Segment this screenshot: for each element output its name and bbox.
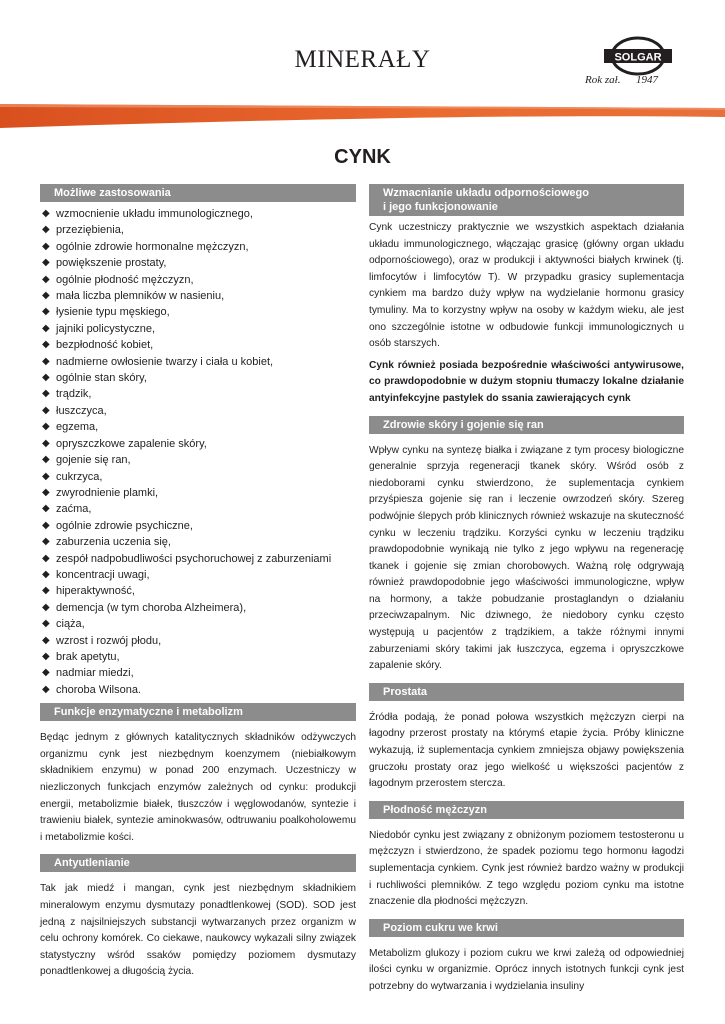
left-column bbox=[40, 184, 356, 981]
diamond-bullet-icon: ◆ bbox=[42, 437, 50, 449]
list-item: ◆ powiększenie prostaty, bbox=[40, 255, 356, 271]
diamond-bullet-icon: ◆ bbox=[42, 552, 50, 564]
page-header-title: MINERAŁY bbox=[294, 46, 431, 73]
list-item: ◆ bezpłodność kobiet, bbox=[40, 337, 356, 353]
immunity-bold-text: Cynk również posiada bezpośrednie właściwości antywirusowe, co prawdopodobnie w dużym stopniu tłumaczy lokalne działanie antyinfekcyjne pastylek do ssania zawierających cynk bbox=[369, 359, 684, 404]
solgar-logo bbox=[580, 34, 720, 94]
antioxidant-heading: Antyutlenianie bbox=[40, 854, 356, 872]
diamond-bullet-icon: ◆ bbox=[42, 618, 50, 630]
diamond-bullet-icon: ◆ bbox=[42, 404, 50, 416]
list-item: ◆ ciąża, bbox=[40, 616, 356, 632]
right-column bbox=[369, 184, 684, 996]
list-item: ◆ ogólnie zdrowie psychiczne, bbox=[40, 518, 356, 534]
diamond-bullet-icon: ◆ bbox=[42, 322, 50, 334]
antioxidant-text: Tak jak miedź i mangan, cynk jest niezbędnym składnikiem mineralowym enzymu dysmutazy ponadtlenkowej (SOD). SOD jest jedną z najsilniejszych substancji wytwarzanych przez organizm w celu ochrony komórek. Co ciekawe, naukowcy wykazali silny związek statystyczny wśród ssaków pomiędzy poziomem dysmutazy ponadtlenkowej a długością życia. bbox=[40, 883, 356, 978]
diamond-bullet-icon: ◆ bbox=[42, 601, 50, 613]
list-item: ◆ wzrost i rozwój płodu, bbox=[40, 633, 356, 649]
diamond-bullet-icon: ◆ bbox=[42, 290, 50, 302]
list-item: ◆ gojenie się ran, bbox=[40, 452, 356, 468]
diamond-bullet-icon: ◆ bbox=[42, 568, 50, 580]
diamond-bullet-icon: ◆ bbox=[42, 470, 50, 482]
immunity-heading bbox=[369, 184, 684, 216]
diamond-bullet-icon: ◆ bbox=[42, 585, 50, 597]
uses-heading: Możliwe zastosowania bbox=[40, 184, 356, 202]
logo-est-label: Rok zał. bbox=[585, 74, 621, 86]
list-item: ◆ koncentracji uwagi, bbox=[40, 567, 356, 583]
list-item: ◆ zaburzenia uczenia się, bbox=[40, 534, 356, 550]
header-band bbox=[0, 98, 725, 128]
fertility-text: Niedobór cynku jest związany z obniżonym poziomem testosteronu u mężczyzn i stwierdzono, że spadek poziomu tego hormonu łagodzi suplementacja cynkiem. Cynk jest również bardzo ważny w produkcji i ruchliwości plemników. Z tego względu poziom cynku ma istotne znaczenie dla płodności mężczyzn. bbox=[369, 829, 684, 908]
list-item: ◆ łuszczyca, bbox=[40, 403, 356, 419]
enzymes-text: Będąc jednym z głównych katalitycznych składników odżywczych organizmu cynk jest niezbędnym koenzymem (niebiałkowym składnikiem enzymu) w ponad 200 enzymach. Uczestniczy w niezliczonych funkcjach enzymów zależnych od cynku: produkcji energii, metabolizmie białek, tłuszczów i węglowodanów, syntezie i trawieniu białek, syntezie aminokwasów, odtruwaniu poalkoholowemu i metabolizmie kości. bbox=[40, 732, 356, 843]
diamond-bullet-icon: ◆ bbox=[42, 421, 50, 433]
diamond-bullet-icon: ◆ bbox=[42, 486, 50, 498]
immunity-heading-line1: Wzmacnianie układu odpornościowego bbox=[383, 187, 589, 199]
diamond-bullet-icon: ◆ bbox=[42, 240, 50, 252]
diamond-bullet-icon: ◆ bbox=[42, 519, 50, 531]
diamond-bullet-icon: ◆ bbox=[42, 339, 50, 351]
list-item: ◆ nadmierne owłosienie twarzy i ciała u kobiet, bbox=[40, 354, 356, 370]
list-item: ◆ egzema, bbox=[40, 419, 356, 435]
diamond-bullet-icon: ◆ bbox=[42, 372, 50, 384]
list-item: ◆ nadmiar miedzi, bbox=[40, 665, 356, 681]
list-item: ◆ zwyrodnienie plamki, bbox=[40, 485, 356, 501]
blood-sugar-heading: Poziom cukru we krwi bbox=[369, 919, 684, 937]
prostate-heading: Prostata bbox=[369, 683, 684, 701]
list-item: ◆ mała liczba plemników w nasieniu, bbox=[40, 288, 356, 304]
list-item: ◆ trądzik, bbox=[40, 386, 356, 402]
diamond-bullet-icon: ◆ bbox=[42, 667, 50, 679]
list-item: ◆ wzmocnienie układu immunologicznego, bbox=[40, 206, 356, 222]
diamond-bullet-icon: ◆ bbox=[42, 388, 50, 400]
diamond-bullet-icon: ◆ bbox=[42, 634, 50, 646]
diamond-bullet-icon: ◆ bbox=[42, 454, 50, 466]
list-item: ◆ cukrzyca, bbox=[40, 469, 356, 485]
diamond-bullet-icon: ◆ bbox=[42, 224, 50, 236]
logo-est-year: 1947 bbox=[636, 74, 658, 86]
solgar-seal-icon bbox=[580, 34, 720, 78]
list-item: ◆ łysienie typu męskiego, bbox=[40, 304, 356, 320]
list-item: ◆ zespół nadpobudliwości psychoruchowej z zaburzeniami bbox=[40, 551, 356, 567]
list-item: ◆ zaćma, bbox=[40, 501, 356, 517]
page-title: CYNK bbox=[334, 146, 391, 168]
diamond-bullet-icon: ◆ bbox=[42, 650, 50, 662]
uses-list bbox=[40, 206, 356, 698]
list-item: ◆ jajniki policystyczne, bbox=[40, 321, 356, 337]
immunity-heading-line2: i jego funkcjonowanie bbox=[383, 201, 498, 213]
list-item: ◆ ogólnie zdrowie hormonalne mężczyzn, bbox=[40, 239, 356, 255]
list-item: ◆ ogólnie płodność mężczyzn, bbox=[40, 272, 356, 288]
skin-heading: Zdrowie skóry i gojenie się ran bbox=[369, 416, 684, 434]
skin-text: Wpływ cynku na syntezę białka i związane z tym procesy biologiczne generalnie sprzyja regeneracji tkanek skóry. Wśród osób z niedoborami cynku stwierdzono, że suplementacja cynkiem przyśpiesza gojenie się ran i leczenie owrzodzeń skóry. Szereg podwójnie ślepych prób klinicznych również wskazuje na skuteczność cynku w leczeniu trądziku. Korzyści cynku w leczeniu trądziku prawdopodobnie wynikają nie tylko z jego wpływu na regenerację tkanek i gojenie się zmian chorobowych. Ważną rolę odgrywają również prawdopodobnie jego właściwości immunologiczne, wpływ na hormony, a także pobudzanie prostaglandyn o działaniu przeciwzapalnym. Nic dziwnego, że niedobory cynku często występują u pacjentów z trądzikiem, a także różnymi innymi zaburzeniami skóry takimi jak łuszczyca, egzema i opryszczkowe zapalenie skóry. bbox=[369, 444, 684, 672]
diamond-bullet-icon: ◆ bbox=[42, 208, 50, 219]
diamond-bullet-icon: ◆ bbox=[42, 273, 50, 285]
list-item: ◆ choroba Wilsona. bbox=[40, 682, 356, 698]
diamond-bullet-icon: ◆ bbox=[42, 503, 50, 515]
diamond-bullet-icon: ◆ bbox=[42, 306, 50, 318]
list-item: ◆ opryszczkowe zapalenie skóry, bbox=[40, 436, 356, 452]
diamond-bullet-icon: ◆ bbox=[42, 683, 50, 695]
list-item: ◆ demencja (w tym choroba Alzheimera), bbox=[40, 600, 356, 616]
list-item: ◆ przeziębienia, bbox=[40, 222, 356, 238]
svg-text:SOLGAR: SOLGAR bbox=[614, 51, 662, 64]
diamond-bullet-icon: ◆ bbox=[42, 355, 50, 367]
fertility-heading: Płodność mężczyzn bbox=[369, 801, 684, 819]
diamond-bullet-icon: ◆ bbox=[42, 536, 50, 548]
list-item: ◆ ogólnie stan skóry, bbox=[40, 370, 356, 386]
list-item: ◆ hiperaktywność, bbox=[40, 583, 356, 599]
prostate-text: Źródła podają, że ponad połowa wszystkich mężczyzn cierpi na łagodny przerost prostaty na którymś etapie życia. Próby kliniczne wykazują, iż suplementacja cynkiem zmniejsza objawy powiększenia gruczołu prostaty oraz jego wielkość u większości pacjentów z łagodnym przerostem stercza. bbox=[369, 711, 684, 790]
blood-sugar-text: Metabolizm glukozy i poziom cukru we krwi zależą od odpowiedniej ilości cynku w organizmie. Oprócz innych istotnych funkcji cynk jest potrzebny do wytwarzania i wydzielania insuliny bbox=[369, 947, 684, 992]
immunity-text: Cynk uczestniczy praktycznie we wszystkich aspektach działania układu immunologicznego, włączając grasicę (główny organ układu odpornościowego), oraz w produkcji i aktywności białych krwinek (tj. limfocytów i limfocytów T). W przypadku grasicy suplementacja cynkiem ma bardzo duży wpływ na wydzielanie hormonu grasicy tymuliny. Ma to korzystny wpływ na osoby w każdym wieku, ale jest ono szczególnie istotne w odbudowie funkcji immunologicznych u osób starszych. bbox=[369, 222, 684, 350]
list-item: ◆ brak apetytu, bbox=[40, 649, 356, 665]
diamond-bullet-icon: ◆ bbox=[42, 257, 50, 269]
enzymes-heading: Funkcje enzymatyczne i metabolizm bbox=[40, 703, 356, 721]
